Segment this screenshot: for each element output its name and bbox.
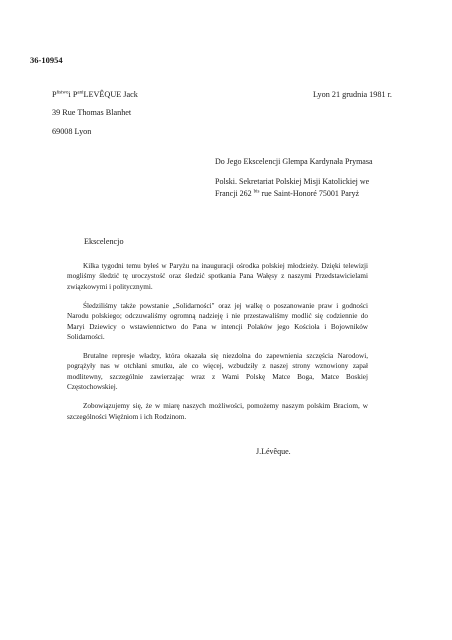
paragraph-2: Śledziliśmy także powstanie „Solidarności" oraz jej walkę o poszanowanie praw i godności Narodu polskiego; odczuwaliśmy ogromną nadzieję i nie przestawaliśmy modlić się codziennie do Maryi Dziewicy o wstawiennictwo do Pana w intencji Polaków jego Kościoła i Bojowników Solidarności. <box>67 301 368 342</box>
document-number: 36-10954 <box>30 55 63 65</box>
paragraph-4: Zobowiązujemy się, że w miarę naszych możliwości, pomożemy naszym polskim Braciom, w szczególności Więźniom i ich Rodzinom. <box>67 402 368 421</box>
sender-address-city: 69008 Lyon <box>52 127 92 136</box>
paragraph-1: Kilka tygodni temu byłeś w Paryżu na inauguracji ośrodka polskiej młodzieży. Dzięki telewizji mogliśmy śledzić tę uroczystość oraz śledzić spotkania Pana Wałęsy z naszymi Przedstawicielami związkowymi i politycznymi. <box>67 262 368 291</box>
recipient-line-1: Do Jego Ekscelencji Glempa Kardynała Prymasa <box>215 157 373 166</box>
greeting: Ekscelencjo <box>84 237 124 246</box>
paragraph-3: Brutalne represje władzy, która okazała się niezdolna do zapewnienia szczęścia Narodowi, pogrążyły nas w otchłani smutku, ale co więcej, wzbudziły z naszej strony wznowiony zapał modlitewny, szczególnie zawierzając wraz z Wami Polskę Matce Boga, Matce Boskiej Częstochowskiej. <box>67 352 368 392</box>
sender-name: $P^{ñstwo}i$ $P^{ani}LEVÊQUE$ Jack <box>52 90 138 99</box>
signature: J.Lévêque. <box>256 447 291 456</box>
letter-body <box>67 261 368 431</box>
sender-address-street: 39 Rue Thomas Blanhet <box>52 108 132 117</box>
letter-date: Lyon 21 grudnia 1981 r. <box>313 90 392 99</box>
recipient-line-2: Polski. Sekretariat Polskiej Misji Katolickiej we <box>215 177 370 186</box>
recipient-line-3: Francji 262 $^{bis}$ rue Saint-Honoré 75001 Paryż <box>215 189 360 198</box>
